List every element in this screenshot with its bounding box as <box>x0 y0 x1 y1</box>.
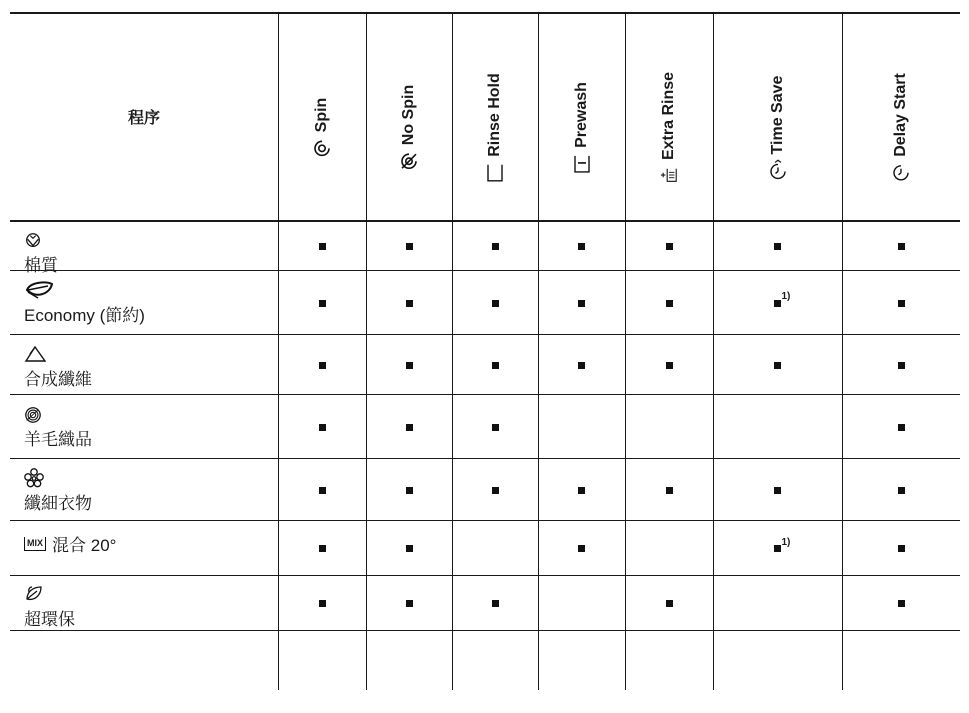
option-header-prewash <box>538 12 625 220</box>
availability-mark <box>578 300 585 307</box>
option-header-rotated <box>767 76 789 181</box>
availability-mark <box>578 545 585 552</box>
program-name: 棉質 <box>24 256 58 275</box>
availability-mark <box>578 487 585 494</box>
delay-start-icon <box>891 163 911 183</box>
availability-mark <box>898 300 905 307</box>
availability-mark <box>406 362 413 369</box>
availability-mark <box>774 362 781 369</box>
program-row-label <box>24 406 92 450</box>
program-row-label <box>24 584 75 630</box>
option-header-extra-rinse <box>625 12 713 220</box>
availability-mark <box>774 300 781 307</box>
availability-mark <box>492 243 499 250</box>
option-header-delay-start <box>842 12 960 220</box>
availability-mark <box>898 243 905 250</box>
option-header-label: Time Save <box>768 75 786 155</box>
availability-mark <box>898 600 905 607</box>
option-header-label: Rinse Hold <box>486 73 503 157</box>
program-row-label <box>24 280 145 326</box>
availability-mark <box>319 424 326 431</box>
option-header-rotated <box>312 98 332 159</box>
availability-mark <box>492 300 499 307</box>
program-column-header: 程序 <box>127 109 160 127</box>
program-row-label <box>24 346 92 390</box>
delicates-icon <box>24 468 44 488</box>
program-name: Economy (節約) <box>24 306 145 325</box>
header-bottom-border <box>10 220 960 222</box>
option-header-label: Extra Rinse <box>660 71 677 161</box>
option-header-label: Delay Start <box>892 73 909 157</box>
row-divider <box>10 575 960 576</box>
option-header-rinse-hold <box>452 12 538 220</box>
option-header-label: No Spin <box>400 84 417 146</box>
availability-mark <box>666 300 673 307</box>
time-save-icon <box>768 159 788 181</box>
availability-mark <box>492 424 499 431</box>
option-header-label: Prewash <box>572 82 590 148</box>
option-header-label: Spin <box>313 97 330 133</box>
program-row-label <box>24 468 92 514</box>
prewash-icon <box>572 154 592 174</box>
availability-mark <box>406 243 413 250</box>
row-divider <box>10 458 960 459</box>
economy-leaf-icon <box>24 280 54 300</box>
program-name: 纖細衣物 <box>24 494 92 513</box>
availability-mark <box>578 362 585 369</box>
availability-mark <box>774 487 781 494</box>
program-row-label <box>24 232 58 276</box>
option-header-rotated <box>399 85 419 171</box>
availability-mark <box>319 243 326 250</box>
rinse-hold-icon <box>485 163 505 183</box>
availability-mark <box>774 243 781 250</box>
availability-mark <box>898 545 905 552</box>
availability-mark <box>406 600 413 607</box>
availability-mark <box>319 300 326 307</box>
program-name: 合成纖維 <box>24 370 92 389</box>
option-header-spin <box>278 12 366 220</box>
availability-mark <box>666 600 673 607</box>
cotton-icon <box>24 232 42 250</box>
mix-icon: MIX <box>24 537 46 551</box>
availability-mark <box>578 243 585 250</box>
availability-mark <box>898 362 905 369</box>
option-header-rotated <box>660 72 678 184</box>
option-header-rotated <box>891 73 911 183</box>
availability-mark <box>406 487 413 494</box>
availability-mark <box>319 362 326 369</box>
row-divider <box>10 334 960 335</box>
program-name: 羊毛織品 <box>24 430 92 449</box>
availability-mark <box>666 362 673 369</box>
no-spin-icon <box>399 151 419 171</box>
synthetics-icon <box>24 346 46 364</box>
option-header-rotated <box>485 73 505 183</box>
availability-mark <box>492 600 499 607</box>
program-row-label <box>24 531 116 556</box>
option-header-no-spin <box>366 12 452 220</box>
row-divider <box>10 630 960 631</box>
availability-mark <box>319 545 326 552</box>
availability-mark <box>774 545 781 552</box>
availability-mark <box>406 300 413 307</box>
option-header-time-save <box>713 12 842 220</box>
eco-leaf-icon <box>24 584 44 604</box>
row-divider <box>10 520 960 521</box>
availability-mark <box>898 424 905 431</box>
availability-mark <box>406 424 413 431</box>
availability-mark <box>319 600 326 607</box>
availability-mark <box>492 362 499 369</box>
wool-icon <box>24 406 42 424</box>
availability-mark <box>492 487 499 494</box>
footnote-marker: 1) <box>781 536 791 548</box>
extra-rinse-icon <box>660 166 678 184</box>
availability-mark <box>666 487 673 494</box>
footnote-marker: 1) <box>781 291 791 302</box>
availability-mark <box>666 243 673 250</box>
program-name: 混合 20° <box>52 536 117 555</box>
option-header-rotated <box>572 82 592 174</box>
row-divider <box>10 394 960 395</box>
availability-mark <box>898 487 905 494</box>
availability-mark <box>406 545 413 552</box>
program-name: 超環保 <box>24 610 75 629</box>
row-divider <box>10 270 960 271</box>
spin-icon <box>312 138 332 158</box>
availability-mark <box>319 487 326 494</box>
